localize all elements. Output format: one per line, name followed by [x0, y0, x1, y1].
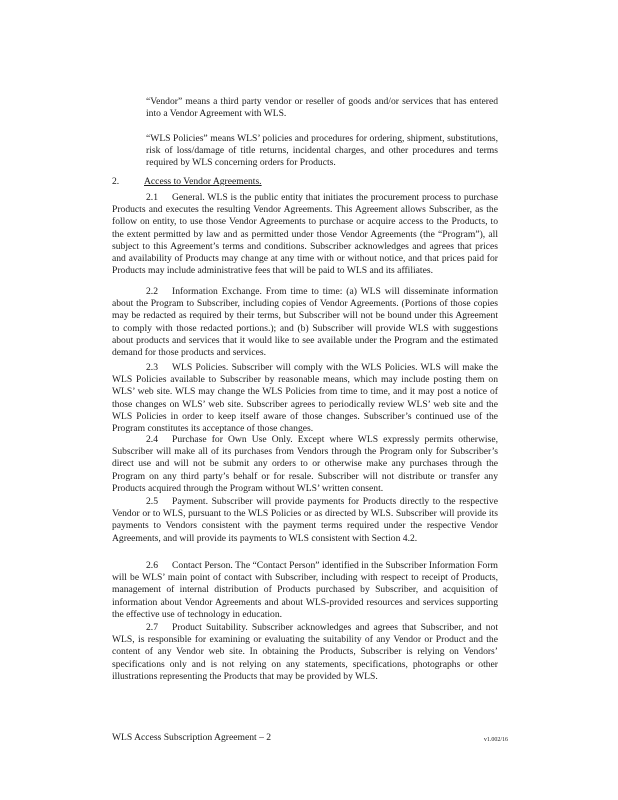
footer-version: v1.002/16	[483, 737, 508, 743]
clause-text: Subscriber will comply with the WLS Policies. WLS will make the WLS Policies available to Subscriber by reasonable means, which may include posting them on WLS’ web site. WLS may change the WLS Policies from time to time, and it may post a notice of those changes on WLS’ web site. Subscriber agrees to periodically review WLS’ web site and the WLS Policies in order to keep itself aware of those changes. Subscriber’s continued use of the Program constitutes its acceptance of those changes.	[112, 362, 498, 435]
clause-general	[112, 192, 498, 277]
clause-caption: WLS Policies.	[172, 362, 229, 373]
definition-text: means WLS’ policies and procedures for ordering, shipment, substitutions, risk of loss/damage of title returns, incidental charges, and other procedures and terms required by WLS concerning orders for Products.	[146, 133, 498, 169]
clause-caption: Product Suitability.	[172, 622, 248, 633]
definition-vendor	[146, 96, 498, 120]
clause-number: 2.6	[146, 560, 158, 571]
definition-term: “WLS Policies”	[146, 133, 208, 144]
clause-caption: Purchase for Own Use Only.	[172, 434, 293, 445]
clause-payment	[112, 496, 498, 545]
definition-text: means a third party vendor or reseller of goods and/or services that has entered into a Vendor Agreement with WLS.	[146, 96, 498, 120]
clause-wls-policies	[112, 362, 498, 435]
clause-number: 2.5	[146, 496, 158, 507]
clause-text: From time to time: (a) WLS will disseminate information about the Program to Subscriber, including copies of Vendor Agreements. (Portions of those copies may be redacted as required by their terms, but Subscriber will not be bound under this Agreement to comply with those redacted portions.); and (b) Subscriber will provide WLS with suggestions about products and services that it would like to see available under the Program and the estimated demand for those products and services.	[112, 286, 498, 359]
section-heading	[112, 176, 262, 188]
clause-number: 2.7	[146, 622, 158, 633]
clause-text: Subscriber acknowledges and agrees that Subscriber, and not WLS, is responsible for examining or evaluating the suitability of any Vendor or Product and the content of any Vendor web site. In obtaining the Products, Subscriber is relying on Vendors’ specifications only and is not relying on any statements, specifications, photographs or other illustrations representing the Products that may be provided by WLS.	[112, 622, 498, 682]
clause-purchase-own-use	[112, 434, 498, 495]
footer-title: WLS Access Subscription Agreement – 2	[112, 732, 272, 743]
clause-caption: Payment.	[172, 496, 208, 507]
clause-text: WLS is the public entity that initiates the procurement process to purchase Products and executes the resulting Vendor Agreements. This Agreement allows Subscriber, as the follow on entity, to use those Vendor Agreements to purchase or acquire access to the Products, to the extent permitted by law and as permitted under those Vendor Agreements (the “Program”), all subject to this Agreement’s terms and conditions. Subscriber acknowledges and agrees that prices and availability of Products may change at any time with or without notice, and that prices paid for Products may include administrative fees that will be paid to WLS and its affiliates.	[112, 192, 498, 277]
clause-information-exchange	[112, 286, 498, 359]
section-title: Access to Vendor Agreements.	[144, 176, 262, 187]
clause-contact-person	[112, 560, 498, 621]
clause-text: The “Contact Person” identified in the Subscriber Information Form will be WLS’ main point of contact with Subscriber, including with respect to receipt of Products, management of internal distribution of Products purchased by Subscriber, and acquisition of information about Vendor Agreements and about WLS-provided resources and services supporting the effective use of technology in education.	[112, 560, 498, 620]
clause-number: 2.4	[146, 434, 158, 445]
clause-number: 2.2	[146, 286, 158, 297]
definition-term: “Vendor”	[146, 96, 183, 107]
definition-wls-policies	[146, 133, 498, 170]
clause-caption: Contact Person.	[172, 560, 233, 571]
clause-caption: General.	[172, 192, 205, 203]
clause-number: 2.3	[146, 362, 158, 373]
clause-caption: Information Exchange.	[172, 286, 262, 297]
clause-number: 2.1	[146, 192, 158, 203]
clause-text: Subscriber will provide payments for Products directly to the respective Vendor or to WLS, pursuant to the WLS Policies or as directed by WLS. Subscriber will provide its payments to Vendors consistent with the payment terms required under the respective Vendor Agreements, and will provide its payments to WLS consistent with Section 4.2.	[112, 496, 498, 544]
section-number: 2.	[112, 176, 120, 187]
clause-text: Except where WLS expressly permits otherwise, Subscriber will make all of its purchases from Vendors through the Program only for Subscriber’s direct use and will not be submit any orders to or otherwise make any purchases through the Program on any third party’s behalf or for resale. Subscriber will not distribute or transfer any Products acquired through the Program without WLS’ written consent.	[112, 434, 498, 494]
clause-product-suitability	[112, 622, 498, 683]
